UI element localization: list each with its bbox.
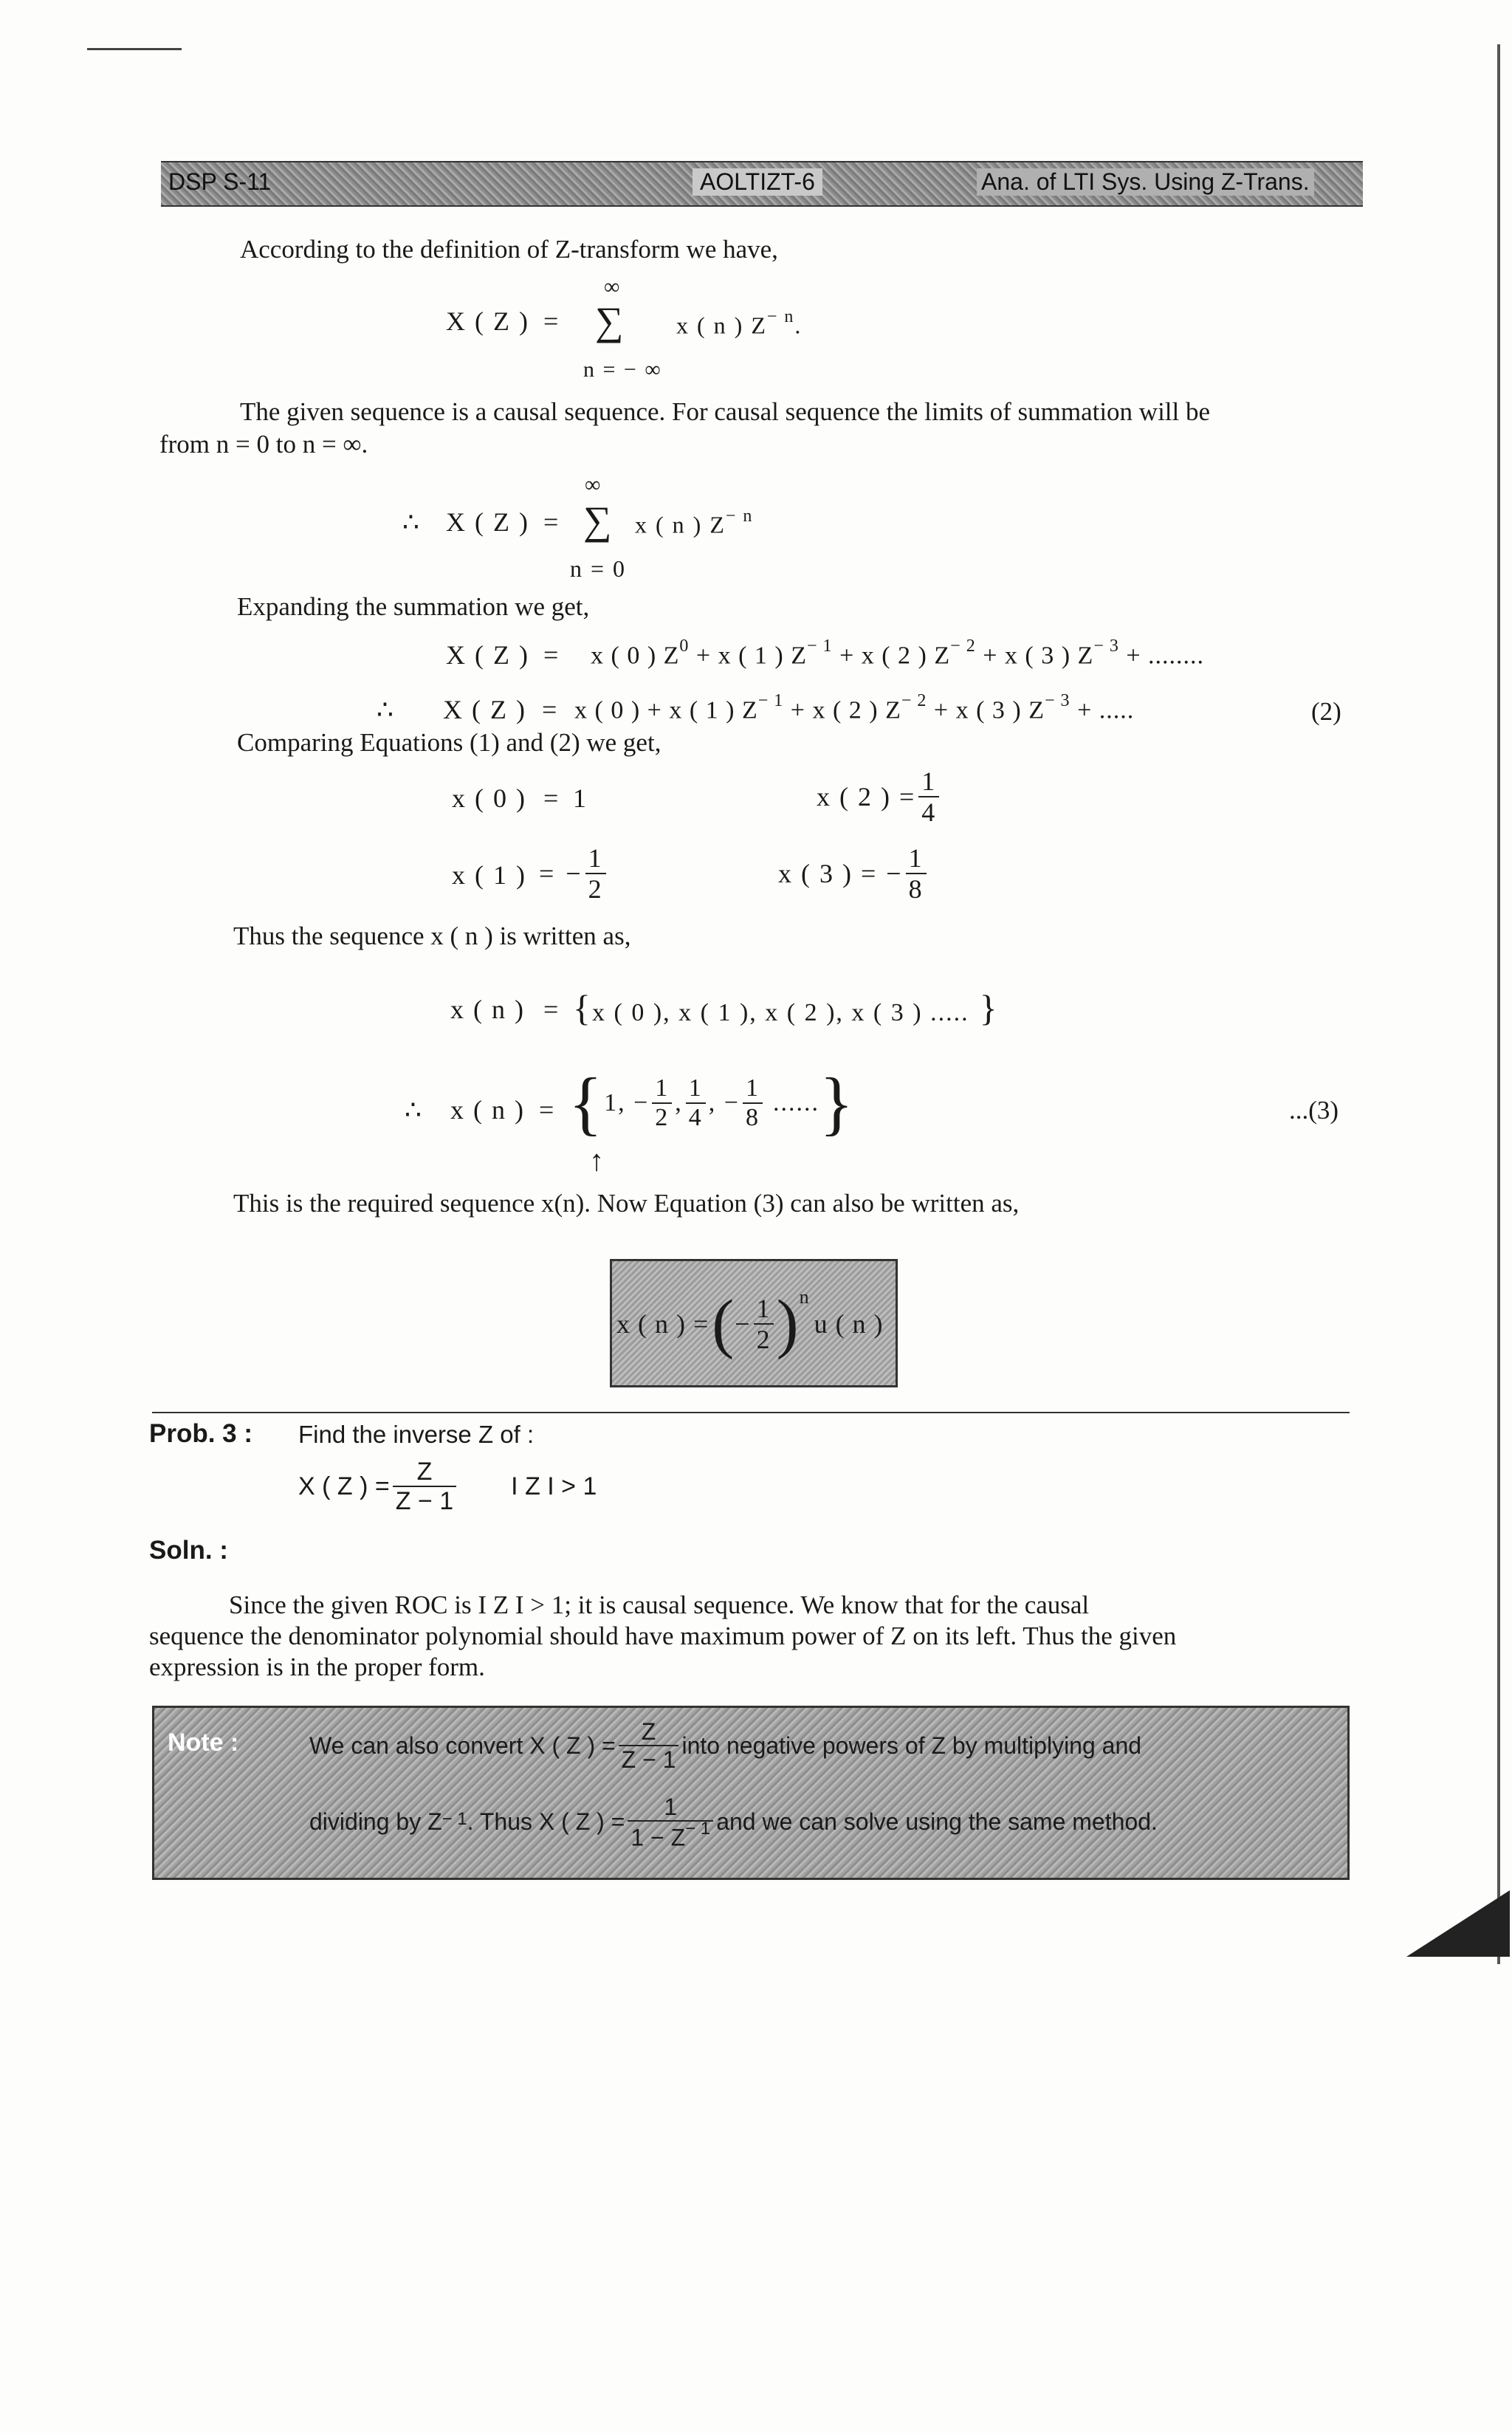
eq1-sigma: ∑: [595, 299, 625, 343]
eq4-therefore: ∴: [377, 695, 395, 724]
prob-label: Prob. 3 :: [149, 1419, 253, 1448]
x1-value: = − $\frac{1}{2}$: [539, 845, 609, 902]
page-edge-line: [1497, 44, 1500, 1964]
eq5-equals: =: [543, 995, 560, 1024]
eq2-sigma: ∑: [583, 498, 614, 543]
paragraph-comparing: Comparing Equations (1) and (2) we get,: [237, 728, 662, 757]
eq2-lhs: X ( Z ): [446, 507, 529, 537]
note-box: [152, 1706, 1350, 1880]
paragraph-required: This is the required sequence x(n). Now Equation (3) can also be written as,: [233, 1189, 1020, 1218]
eq2-upper-limit: ∞: [585, 473, 602, 497]
eq5-set: {x ( 0 ), x ( 1 ), x ( 2 ), x ( 3 ) ..... }: [573, 987, 999, 1029]
eq3-lhs: X ( Z ): [446, 640, 529, 670]
soln-line-3: expression is in the proper form.: [149, 1653, 485, 1681]
header-right: Ana. of LTI Sys. Using Z-Trans.: [977, 168, 1314, 196]
paragraph-causal-1: The given sequence is a causal sequence. For causal sequence the limits of summation will be: [240, 397, 1211, 426]
soln-line-2: sequence the denominator polynomial should have maximum power of Z on its left. Thus the given: [149, 1622, 1177, 1650]
note-line-1: We can also convert X ( Z ) = $\frac{Z}{Z - 1}$ into negative powers of Z by multiplying and: [309, 1718, 1142, 1773]
top-margin-line: [87, 48, 182, 50]
paragraph-expanding: Expanding the summation we get,: [237, 592, 590, 621]
header-left: DSP S-11: [168, 168, 272, 195]
eq2-therefore: ∴: [402, 507, 421, 537]
eq4-tag: (2): [1311, 697, 1341, 726]
soln-line-1: Since the given ROC is I Z I > 1; it is causal sequence. We know that for the causal: [229, 1590, 1090, 1619]
paragraph-definition: According to the definition of Z-transform we have,: [240, 235, 778, 264]
eq2-equals: =: [543, 507, 560, 537]
eq3-equals: =: [543, 640, 560, 670]
section-divider: [152, 1412, 1350, 1413]
eq1-term: x ( n ) $Z^{- n}$.: [676, 307, 803, 339]
running-header: [161, 161, 1363, 207]
note-label: Note :: [168, 1729, 239, 1757]
eq2-term: x ( n ) $Z^{- n}$: [635, 507, 754, 538]
x0-value: 1: [573, 783, 588, 813]
soln-label: Soln. :: [149, 1536, 228, 1565]
eq1-equals: =: [543, 306, 560, 336]
eq6-therefore: ∴: [405, 1095, 423, 1125]
paragraph-causal-2: from n = 0 to n = ∞.: [159, 430, 368, 459]
note-line-2: dividing by Z $^{- 1}$ . Thus X ( Z ) = $\frac{1}{1 - Z^{- 1}}$ and we can solve using the same method.: [309, 1794, 1158, 1851]
header-center: AOLTIZT-6: [693, 168, 822, 196]
eq5-lhs: x ( n ): [450, 995, 525, 1024]
eq6-lhs: x ( n ): [450, 1095, 525, 1125]
x2-value: x ( 2 ) = $\frac{1}{4}$: [817, 768, 942, 826]
x3-value: x ( 3 ) = − $\frac{1}{8}$: [778, 845, 929, 902]
boxed-result: [610, 1259, 898, 1387]
eq4-expansion: x ( 0 ) + x ( 1 ) $Z^{- 1} + x$ ( 2 ) $Z^{- 2} + x$ ( 3 ) $Z^{- 3}$ + .....: [574, 691, 1135, 724]
page-edge-shadow: [1406, 1890, 1510, 1957]
origin-arrow-icon: ↑: [589, 1144, 605, 1177]
eq6-tag: ...(3): [1289, 1096, 1339, 1125]
prob-equation: X ( Z ) = $\frac{Z}{Z - 1}$ I Z I > 1: [298, 1458, 597, 1515]
boxed-equation: x ( n ) = ( − $\frac{1}{2}$ ) $^n$ u ( n ): [616, 1286, 884, 1360]
paragraph-sequence: Thus the sequence x ( n ) is written as,: [233, 922, 631, 950]
eq3-expansion: x ( 0 ) $Z^0 + x$ ( 1 ) $Z^{- 1} + x$ ( 2 ) $Z^{- 2} + x$ ( 3 ) $Z^{- 3}$ + ........: [591, 636, 1205, 670]
eq6-set: { 1, − $\frac{1}{2}$ , $\frac{1}{4}$ , − $\frac{1}{8}$ ...... }: [568, 1063, 856, 1142]
eq2-lower-limit: n = 0: [570, 555, 627, 582]
eq1-lower-limit: n = − ∞: [583, 357, 662, 382]
x0-lhs: x ( 0 ): [452, 783, 526, 813]
eq6-equals: =: [539, 1095, 556, 1125]
x0-equals: =: [543, 783, 560, 813]
eq4-equals: =: [542, 695, 559, 724]
x1-lhs: x ( 1 ): [452, 860, 526, 890]
eq4-lhs: X ( Z ): [443, 695, 526, 724]
prob-text: Find the inverse Z of :: [298, 1421, 535, 1448]
eq1-upper-limit: ∞: [604, 275, 622, 299]
eq1-lhs: X ( Z ): [446, 306, 529, 336]
